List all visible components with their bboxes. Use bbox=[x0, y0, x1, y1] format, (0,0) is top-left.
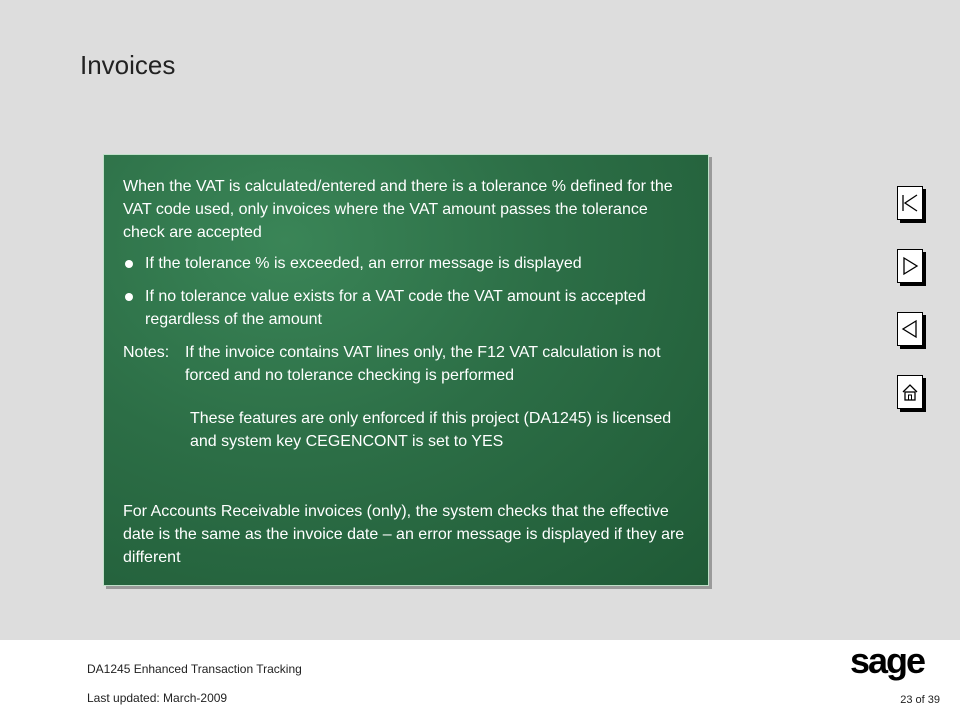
home-button[interactable] bbox=[897, 375, 923, 409]
bullet-text: If the tolerance % is exceeded, an error message is displayed bbox=[145, 255, 582, 272]
next-slide-icon bbox=[901, 256, 919, 276]
bullet-dot-icon bbox=[125, 260, 133, 268]
bullet-list bbox=[123, 252, 693, 331]
course-title: DA1245 Enhanced Transaction Tracking bbox=[87, 662, 302, 676]
final-paragraph: For Accounts Receivable invoices (only), the system checks that the effective date is the same as the invoice date – an error message is displayed if they are different bbox=[123, 503, 685, 566]
page-counter: 23 of 39 bbox=[900, 694, 940, 706]
intro-paragraph: When the VAT is calculated/entered and there is a tolerance % defined for the VAT code used, only invoices where the VAT amount passes the tolerance check are accepted bbox=[123, 178, 673, 241]
home-icon bbox=[901, 382, 919, 402]
notes-block bbox=[123, 341, 693, 387]
feature-note: These features are only enforced if this project (DA1245) is licensed and system key CEGENCONT is set to YES bbox=[190, 410, 672, 450]
previous-slide-button[interactable] bbox=[897, 312, 923, 346]
content-panel bbox=[103, 154, 709, 586]
notes-colon: : bbox=[164, 344, 170, 361]
bullet-item bbox=[123, 252, 693, 275]
content-text bbox=[123, 175, 693, 569]
notes-text: If the invoice contains VAT lines only, the F12 VAT calculation is not forced and no tolerance checking is performed bbox=[185, 344, 661, 384]
page-title: Invoices bbox=[80, 50, 176, 80]
last-updated: Last updated: March-2009 bbox=[87, 691, 228, 705]
bullet-item bbox=[123, 285, 693, 331]
first-slide-icon bbox=[901, 193, 919, 213]
svg-text:sage: sage bbox=[850, 643, 925, 681]
next-slide-button[interactable] bbox=[897, 249, 923, 283]
previous-slide-icon bbox=[901, 319, 919, 339]
first-slide-button[interactable] bbox=[897, 186, 923, 220]
notes-label: Notes bbox=[123, 344, 165, 361]
bullet-dot-icon bbox=[125, 293, 133, 301]
bullet-text: If no tolerance value exists for a VAT code the VAT amount is accepted regardless of the amount bbox=[145, 288, 646, 328]
sage-logo bbox=[848, 643, 936, 687]
